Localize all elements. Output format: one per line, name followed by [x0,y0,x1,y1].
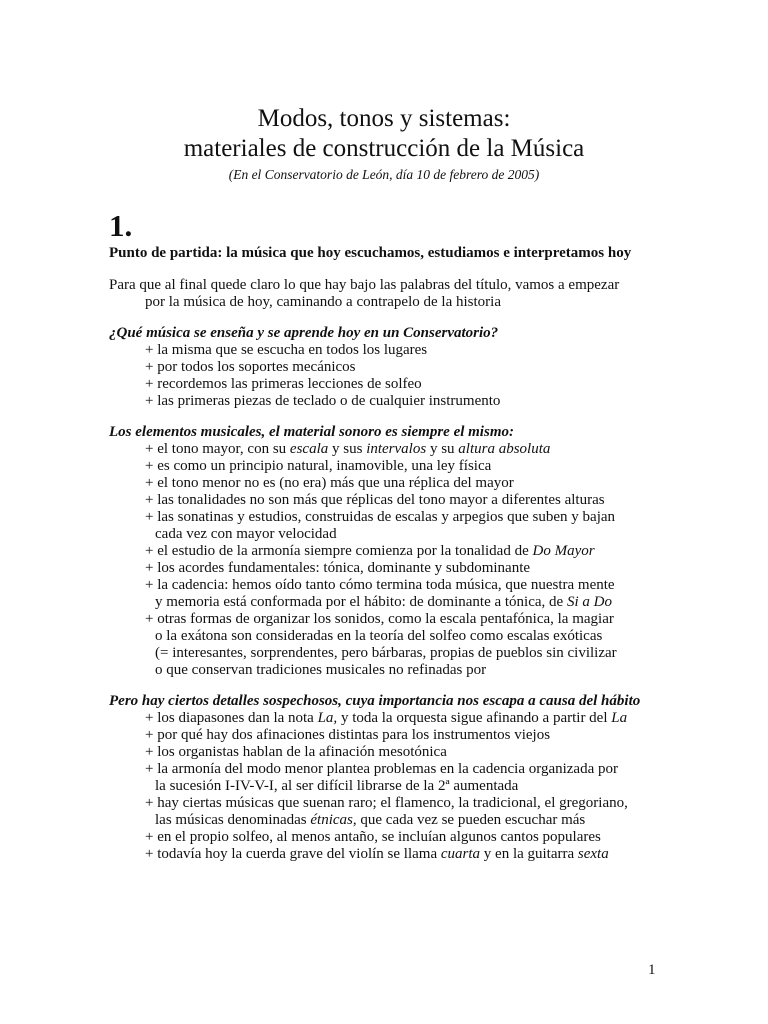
item-emphasis: Si a Do [566,594,612,610]
list-item [109,577,659,611]
list-item [109,509,659,543]
list-item: + recordemos las primeras lecciones de solfeo [145,376,422,392]
group-questions [109,325,659,410]
item-continuation: o la exátona son consideradas en la teoría del solfeo como escalas exóticas [155,628,603,644]
list-item [109,441,659,458]
list-item: + las primeras piezas de teclado o de cualquier instrumento [145,393,501,409]
group-heading: ¿Qué música se enseña y se aprende hoy en un Conservatorio? [109,325,499,341]
item-text: y su [426,441,459,457]
item-text: y toda la orquesta sigue afinando a partir del [337,710,612,726]
list-item [109,795,659,829]
intro-line-1: Para que al final quede claro lo que hay bajo las palabras del título, vamos a empezar [109,277,620,293]
group-elements [109,424,659,679]
item-text: + los diapasones dan la nota [145,710,318,726]
item-text: + el tono mayor, con su [145,441,290,457]
group-heading: Pero hay ciertos detalles sospechosos, cuya importancia nos escapa a causa del hábito [109,693,641,709]
item-emphasis: Do Mayor [532,543,595,559]
list-item [109,710,659,727]
item-continuation [145,594,659,611]
item-text: + el estudio de la armonía siempre comienza por la tonalidad de [145,543,533,559]
item-list [109,710,659,863]
item-text: + hay ciertas músicas que suenan raro; el flamenco, la tradicional, el gregoriano, [145,795,628,811]
title-block [0,104,768,184]
list-item: + es como un principio natural, inamovible, una ley física [145,458,492,474]
content [109,208,659,863]
list-item [109,611,659,679]
item-continuation: (= interesantes, sorprendentes, pero bárbaras, propias de pueblos sin civilizar [155,645,617,661]
item-emphasis: étnicas [310,812,353,828]
list-item [109,543,659,560]
list-item: + los acordes fundamentales: tónica, dominante y subdominante [145,560,531,576]
list-item: + los organistas hablan de la afinación mesotónica [145,744,447,760]
item-text: , que cada vez se pueden escuchar más [352,812,586,828]
item-continuation: cada vez con mayor velocidad [155,526,337,542]
intro-paragraph [109,277,659,311]
group-heading: Los elementos musicales, el material sonoro es siempre el mismo: [109,424,514,440]
list-item: + el tono menor no es (no era) más que una réplica del mayor [145,475,514,491]
item-text: + las sonatinas y estudios, construidas de escalas y arpegios que suben y bajan [145,509,616,525]
item-text: y memoria está conformada por el hábito: de dominante a tónica, de [155,594,567,610]
item-text: y sus [328,441,367,457]
item-emphasis: cuarta [440,846,481,862]
item-emphasis: sexta [577,846,609,862]
title-line-2: materiales de construcción de la Música [183,135,585,162]
item-text: + todavía hoy la cuerda grave del violín se llama [145,846,441,862]
subtitle: (En el Conservatorio de León, día 10 de febrero de 2005) [228,167,540,182]
item-text: + otras formas de organizar los sonidos, como la escala pentafónica, la magiar [145,611,614,627]
intro-line-2: por la música de hoy, caminando a contrapelo de la historia [145,294,501,310]
item-list [109,441,659,679]
list-item [109,829,659,846]
item-text: + en el propio solfeo, al menos antaño, se incluían algunos cantos populares [145,829,601,845]
item-text: + la armonía del modo menor plantea problemas en la cadencia organizada por [145,761,618,777]
list-item: + la misma que se escucha en todos los lugares [145,342,428,358]
item-continuation: la sucesión I-IV-V-I, al ser difícil librarse de la 2ª aumentada [155,778,519,794]
section-number: 1. [109,208,133,243]
item-emphasis: intervalos [366,441,427,457]
list-item: + por todos los soportes mecánicos [145,359,356,375]
group-suspicious-details [109,693,659,863]
item-text: y en la guitarra [480,846,578,862]
item-text: + la cadencia: hemos oído tanto cómo termina toda música, que nuestra mente [145,577,615,593]
item-emphasis: La, [317,710,338,726]
list-item: + por qué hay dos afinaciones distintas para los instrumentos viejos [145,727,551,743]
page-number: 1 [648,962,656,978]
item-continuation [145,812,659,829]
list-item [109,761,659,795]
item-emphasis: altura absoluta [458,441,551,457]
item-emphasis: escala [289,441,329,457]
list-item [109,846,659,863]
list-item: + las tonalidades no son más que réplicas del tono mayor a diferentes alturas [145,492,605,508]
section-heading: Punto de partida: la música que hoy escuchamos, estudiamos e interpretamos hoy [109,245,632,261]
title-line-1: Modos, tonos y sistemas: [257,105,511,132]
item-continuation: o que conservan tradiciones musicales no refinadas por [155,662,487,678]
item-list [109,342,659,410]
item-text: las músicas denominadas [155,812,311,828]
item-emphasis: La [611,710,628,726]
